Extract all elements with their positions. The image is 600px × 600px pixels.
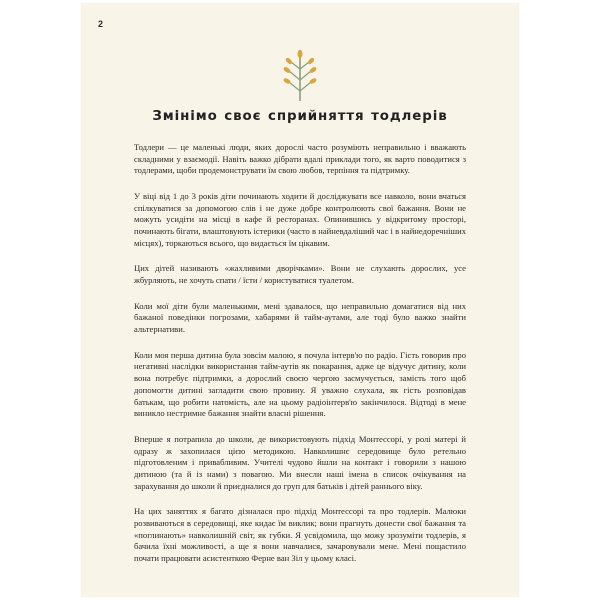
paragraph: Цих дітей називають «жахливими дворічками». Вони не слухають дорослих, усе жбурляють, не хочуть спати / їсти / користуватися туалетом. [134,263,466,286]
paragraph: На цих заняттях я багато дізналася про підхід Монтессорі та про тодлерів. Малюки розвиваються в середовищі, яке кидає їм виклик; вони прагнуть донести свої бажання та «поглинають» навколишній світ, як губки. Я усвідомила, що можу зрозуміти тодлерів, я бачила їхні можливості, а ще я вони навчалися, зачаровували мене. Мені пощастило почати працювати асистенткою Ферне ван Зіл у цьому класі. [134,506,466,564]
sprig-with-leaves-icon [274,47,326,103]
paragraph: Коли мої діти були маленькими, мені здавалося, що неправильно домагатися від них бажаної поведінки погрозами, хабарями й тайм-аутами, але тоді було важко знайти альтернативи. [134,300,466,335]
paragraph: Коли моя перша дитина була зовсім малою, я почула інтерв'ю по радіо. Гість говорив про негативні наслідки використання тайм-аутів як покарання, адже це відучує дитину, коли вона потребує підтримки, а дорослий своєю чергою засмучується, замість того щоб допомогти дитині загладити свою провину. Я уважно слухала, як гість розповідав батькам, що робити натомість, але на цьому радіоінтерв'ю закінчилося. Відтоді в мене виникло нестримне бажання знайти власні рішення. [134,349,466,419]
paragraph: У віці від 1 до 3 років діти починають ходити й досліджувати все навколо, вони вчаться спілкуватися за допомогою слів і не дуже добре контролюють свої бажання. Вони не можуть усидіти на місці в кафе й ресторанах. Опинившись у відкритому просторі, починають бігати, влаштовують істерики (часто в найневдаліший час і в найнедоречніших місцях), торкаються всього, що видається їм цікавим. [134,191,466,248]
page-number: 2 [98,19,104,29]
chapter-title: Змінімо своє сприйняття тодлерів [152,109,448,124]
paragraph: Вперше я потрапила до школи, де використовують підхід Монтессорі, у ролі матері й одразу ж захопилася цією методикою. Навколишнє середовище було ретельно підготовленим і привабливим. Учителі чудово йшли на контакт і говорили з нашою дитиною (та й із нами) з повагою. Ми внесли наші імена в список очікування на зарахування до школи й приєдналися до груп для батьків і дітей раннього віку. [134,433,466,491]
body-text [134,142,466,579]
paragraph: Тодлери — це маленькі люди, яких дорослі часто розуміють неправильно і вважають складними у взаємодії. Навіть важко дібрати вдалі приклади того, як варто поводитися з тодлерами, щоби продемонструвати їм свою любов, терпіння та підтримку. [134,142,466,176]
book-page [81,3,519,597]
